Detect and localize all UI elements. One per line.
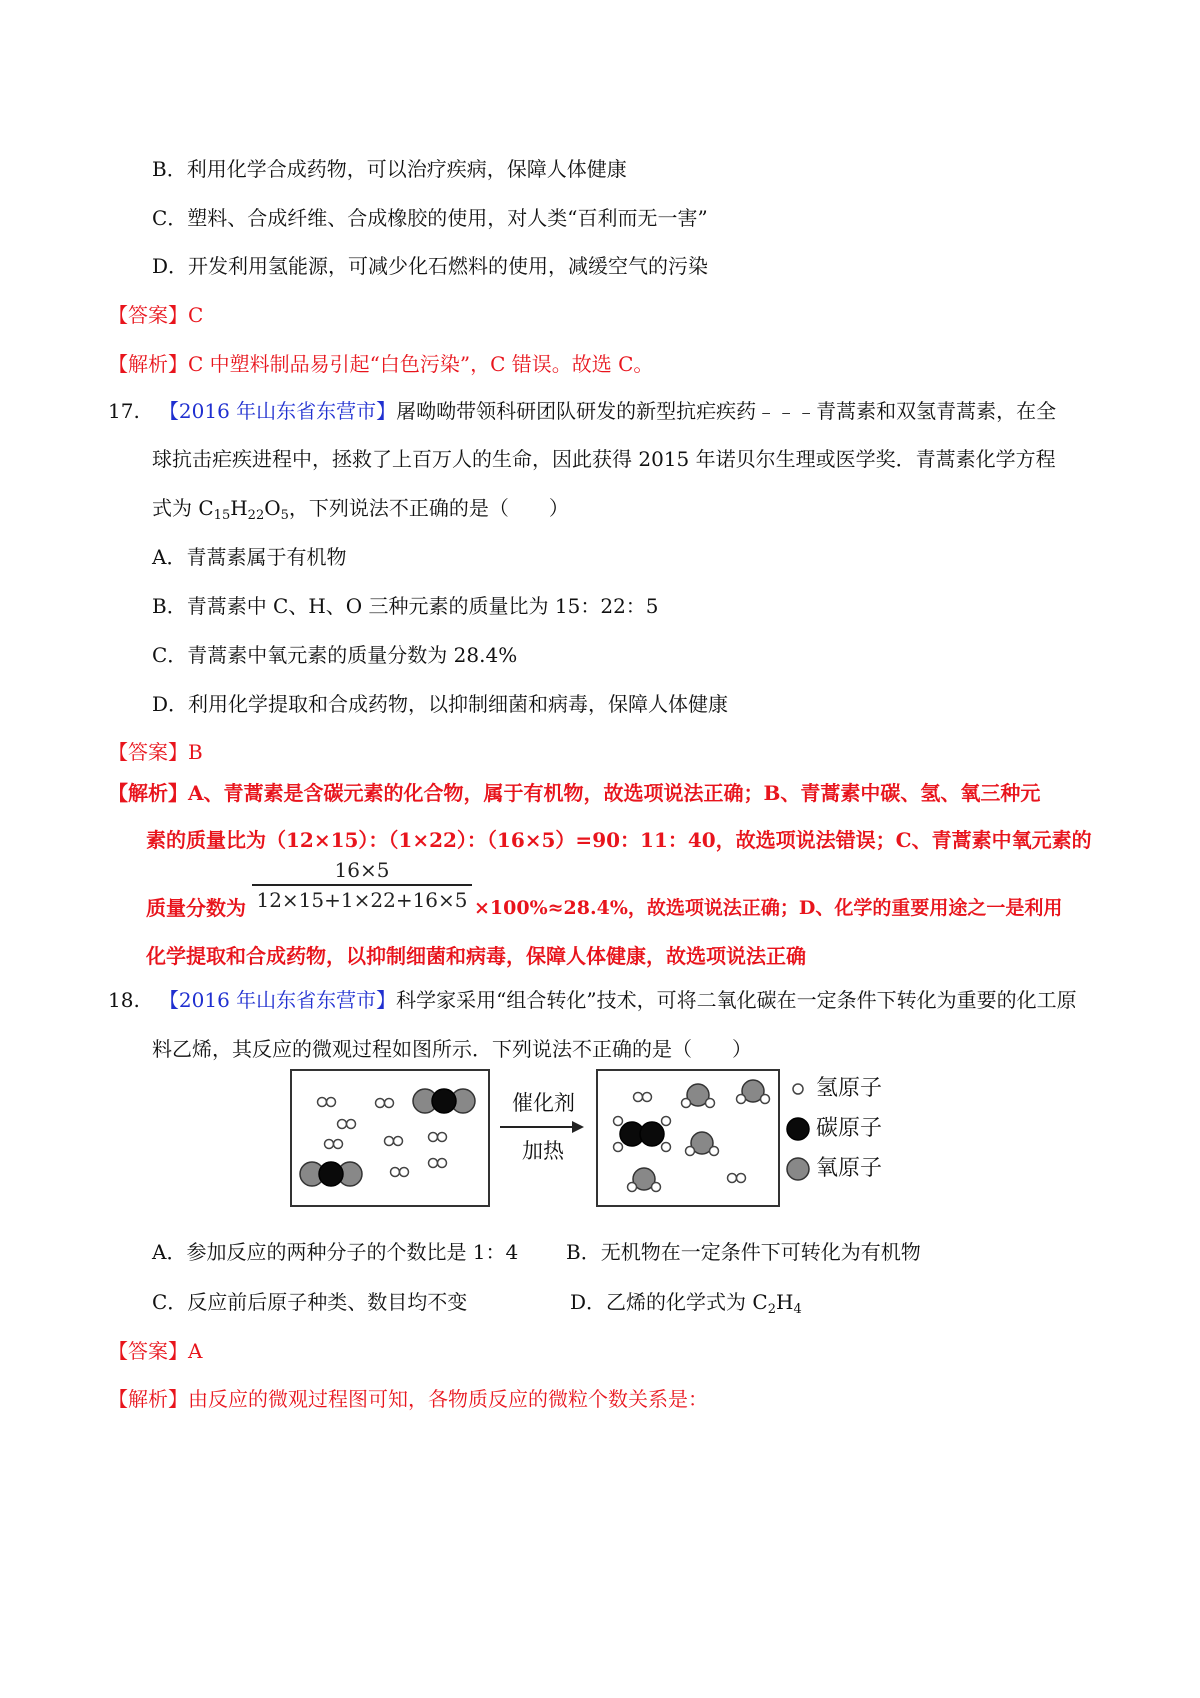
carbon-legend-icon: [787, 1118, 809, 1140]
q17-analysis-line4: 化学提取和合成药物，以抑制细菌和病毒，保障人体健康，故选项说法正确: [146, 944, 806, 968]
q16-option-c: C．塑料、合成纤维、合成橡胶的使用，对人类“百利而无一害”: [152, 206, 708, 230]
hydrogen-atom: [686, 1147, 695, 1156]
q18-stem-line2: 料乙烯，其反应的微观过程如图所示．下列说法不正确的是（ ）: [152, 1037, 752, 1061]
q17-analysis-line1: [108, 778, 1040, 808]
hydrogen-atom: [347, 1120, 356, 1129]
hydrogen-atom: [628, 1183, 637, 1192]
analysis-label: 【解析】: [108, 781, 188, 805]
q17-analysis-line2: 素的质量比为（12×15）：（1×22）：（16×5）=90：11：40，故选项说法错误；C、青蒿素中氧元素的: [146, 828, 1092, 852]
q18-answer: [108, 1336, 202, 1366]
formula-sub: 5: [280, 508, 289, 523]
hydrogen-atom: [376, 1099, 385, 1108]
water-molecule: [682, 1084, 715, 1108]
water-molecule: [628, 1168, 661, 1192]
reactants-box: [290, 1069, 490, 1207]
hydrogen-atom: [400, 1168, 409, 1177]
hydrogen-atom: [394, 1137, 403, 1146]
answer-value: B: [188, 740, 203, 764]
answer-value: C: [188, 303, 204, 327]
question-stem: 屠呦呦带领科研团队研发的新型抗疟疾药﹣﹣﹣青蒿素和双氢青蒿素，在全: [396, 399, 1057, 423]
question-number: 18.: [108, 988, 140, 1012]
hydrogen-atom: [385, 1137, 394, 1146]
q18-option-d: [570, 1287, 802, 1317]
answer-label: 【答案】: [108, 740, 188, 764]
formula-element: H: [230, 496, 248, 520]
hydrogen-atom: [391, 1168, 400, 1177]
analysis-text: C 中塑料制品易引起“白色污染”，C 错误。故选 C。: [188, 352, 654, 376]
answer-label: 【答案】: [108, 303, 188, 327]
hydrogen-atom: [325, 1140, 334, 1149]
carbon-atom: [319, 1162, 343, 1186]
q18-option-a: A．参加反应的两种分子的个数比是 1：4: [152, 1240, 519, 1264]
analysis-label: 【解析】: [108, 1387, 188, 1411]
water-molecule: [737, 1080, 770, 1104]
hydrogen-atom: [438, 1133, 447, 1142]
hydrogen-legend-icon: [793, 1084, 803, 1094]
hydrogen-atom: [429, 1159, 438, 1168]
answer-value: A: [188, 1339, 203, 1363]
hydrogen-atom: [318, 1098, 327, 1107]
q18-option-b: B．无机物在一定条件下可转化为有机物: [566, 1240, 921, 1264]
hydrogen-atom: [662, 1117, 671, 1126]
fraction-numerator: 16×5: [334, 858, 390, 882]
formula-sub: 4: [793, 1302, 802, 1317]
legend-carbon: 碳原子: [816, 1116, 883, 1141]
formula-prefix: D．乙烯的化学式为 C: [570, 1290, 768, 1314]
hydrogen-atom: [728, 1174, 737, 1183]
hydrogen-atom: [385, 1099, 394, 1108]
fraction-bar: [252, 884, 472, 886]
formula-prefix: 式为 C: [152, 496, 214, 520]
q17-option-b: B．青蒿素中 C、H、O 三种元素的质量比为 15：22：5: [152, 594, 659, 618]
heating-label: 加热: [522, 1139, 564, 1163]
hydrogen-atom: [338, 1120, 347, 1129]
legend-oxygen: 氧原子: [816, 1156, 883, 1181]
q16-answer: [108, 300, 203, 330]
formula-sub: 2: [767, 1302, 776, 1317]
hydrogen-atom: [761, 1095, 770, 1104]
q17-analysis-line3-prefix: 质量分数为: [146, 896, 246, 920]
mass-fraction-formula: [252, 858, 472, 912]
hydrogen-atom: [710, 1147, 719, 1156]
q16-option-b: B．利用化学合成药物，可以治疗疾病，保障人体健康: [152, 157, 627, 181]
q17-stem-line2: 球抗击疟疾进程中，拯救了上百万人的生命，因此获得 2015 年诺贝尔生理或医学奖．青蒿素化学方程: [152, 447, 1056, 471]
oxygen-legend-icon: [787, 1158, 809, 1180]
hydrogen-atom: [634, 1093, 643, 1102]
hydrogen-atom: [438, 1159, 447, 1168]
analysis-text: A、青蒿素是含碳元素的化合物，属于有机物，故选项说法正确；B、青蒿素中碳、氢、氧三种元: [188, 781, 1041, 805]
hydrogen-atom: [682, 1099, 691, 1108]
q16-option-d: D．开发利用氢能源，可减少化石燃料的使用，减缓空气的污染: [152, 254, 709, 278]
question-source: 【2016 年山东省东营市】: [158, 399, 397, 423]
carbon-atom: [640, 1122, 664, 1146]
analysis-text: 由反应的微观过程图可知，各物质反应的微粒个数关系是：: [188, 1387, 708, 1411]
q18-stem-line1: [108, 985, 1077, 1015]
hydrogen-atom: [737, 1174, 746, 1183]
hydrogen-atom: [737, 1095, 746, 1104]
question-source: 【2016 年山东省东营市】: [158, 988, 397, 1012]
q17-answer: [108, 737, 203, 767]
hydrogen-atom: [652, 1183, 661, 1192]
catalyst-label: 催化剂: [512, 1091, 575, 1115]
answer-label: 【答案】: [108, 1339, 188, 1363]
q18-analysis: [108, 1384, 708, 1414]
carbon-atom: [432, 1089, 456, 1113]
reaction-arrow-icon: [498, 1119, 586, 1135]
analysis-label: 【解析】: [108, 352, 188, 376]
legend-symbols: [786, 1075, 810, 1195]
hydrogen-atom: [706, 1099, 715, 1108]
product-molecules: [598, 1071, 778, 1205]
water-molecule: [686, 1132, 719, 1156]
question-number: 17.: [108, 399, 140, 423]
stem-suffix: ，下列说法不正确的是（ ）: [288, 496, 569, 520]
q17-option-c: C．青蒿素中氧元素的质量分数为 28.4%: [152, 643, 518, 667]
ethylene-molecule: [614, 1117, 671, 1152]
hydrogen-atom: [614, 1117, 623, 1126]
hydrogen-atom: [614, 1143, 623, 1152]
reaction-diagram: [290, 1069, 916, 1205]
q17-stem-line1: [108, 396, 1056, 426]
hydrogen-atom: [334, 1140, 343, 1149]
hydrogen-atom: [429, 1133, 438, 1142]
q17-stem-line3: [152, 493, 569, 523]
reactant-molecules: [292, 1071, 488, 1205]
formula-element: O: [264, 496, 281, 520]
q17-analysis-line3-suffix: ×100%≈28.4%，故选项说法正确；D、化学的重要用途之一是利用: [474, 897, 1063, 919]
hydrogen-atom: [327, 1098, 336, 1107]
fraction-denominator: 12×15+1×22+16×5: [256, 888, 468, 912]
q16-analysis: [108, 349, 653, 379]
products-box: [596, 1069, 780, 1207]
q17-option-d: D．利用化学提取和合成药物，以抑制细菌和病毒，保障人体健康: [152, 692, 729, 716]
q17-option-a: A．青蒿素属于有机物: [152, 545, 347, 569]
legend-hydrogen: 氢原子: [816, 1076, 883, 1101]
formula-sub: 22: [247, 508, 265, 523]
hydrogen-atom: [643, 1093, 652, 1102]
q18-option-c: C．反应前后原子种类、数目均不变: [152, 1290, 468, 1314]
formula-sub: 15: [213, 508, 231, 523]
formula-element: H: [775, 1290, 794, 1314]
question-stem: 科学家采用“组合转化”技术，可将二氧化碳在一定条件下转化为重要的化工原: [396, 988, 1077, 1012]
hydrogen-atom: [662, 1143, 671, 1152]
